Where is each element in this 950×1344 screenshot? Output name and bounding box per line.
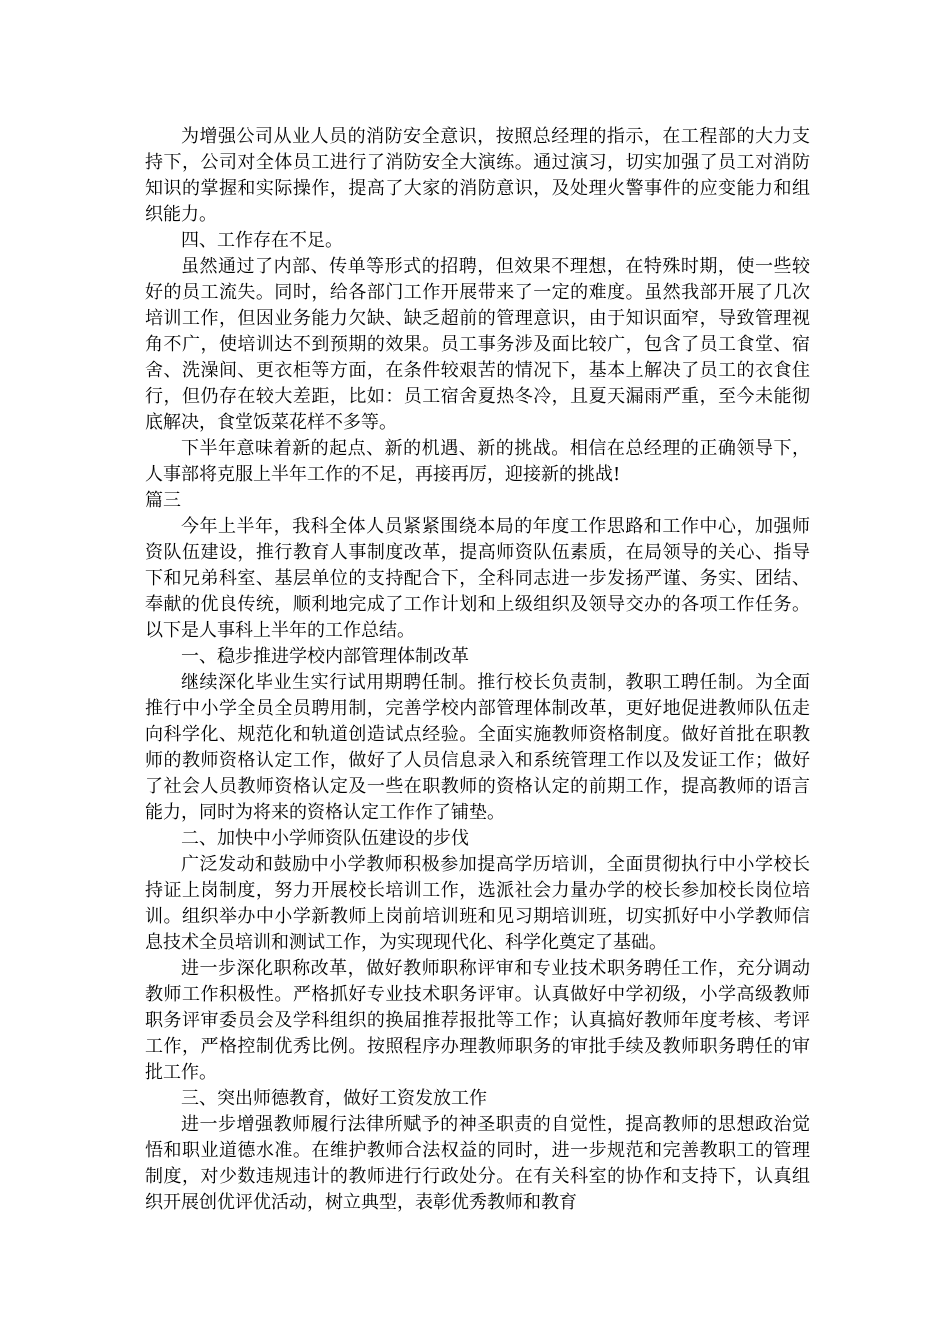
heading-teacher-team-building: 二、加快中小学师资队伍建设的步伐 bbox=[181, 828, 469, 849]
heading-management-reform: 一、稳步推进学校内部管理体制改革 bbox=[181, 646, 469, 667]
section-title-part-three: 篇三 bbox=[145, 490, 181, 511]
paragraph-teacher-training: 广泛发动和鼓励中小学教师积极参加提高学历培训，全面贯彻执行中小学校长持证上岗制度，努力开展校长培训工作，选派社会力量办学的校长参加校长岗位培训。组织举办中小学新教师上岗前培训班和见习期培训班，切实抓好中小学教师信息技术全员培训和测试工作，为实现现代化、科学化奠定了基础。 bbox=[145, 854, 810, 953]
paragraph-intro-summary: 今年上半年，我科全体人员紧紧围绕本局的年度工作思路和工作中心，加强师资队伍建设，推行教育人事制度改革，提高师资队伍素质，在局领导的关心、指导下和兄弟科室、基层单位的支持配合下，全科同志进一步发扬严谨、务实、团结、奉献的优良传统，顺利地完成了工作计划和上级组织及领导交办的各项工作任务。以下是人事科上半年的工作总结。 bbox=[145, 516, 810, 641]
paragraph-title-reform: 进一步深化职称改革，做好教师职称评审和专业技术职务聘任工作，充分调动教师工作积极性。严格抓好专业技术职务评审。认真做好中学初级，小学高级教师职务评审委员会及学科组织的换届推荐报批等工作；认真搞好教师年度考核、考评工作，严格控制优秀比例。按照程序办理教师职务的审批手续及教师职务聘任的审批工作。 bbox=[145, 958, 810, 1083]
heading-shortcomings: 四、工作存在不足。 bbox=[181, 230, 343, 251]
paragraph-recruitment-issues: 虽然通过了内部、传单等形式的招聘，但效果不理想，在特殊时期，使一些较好的员工流失。同时，给各部门工作开展带来了一定的难度。虽然我部开展了几次培训工作，但因业务能力欠缺、缺乏超前的管理意识，由于知识面窄，导致管理视角不广，使培训达不到预期的效果。员工事务涉及面比较广，包含了员工食堂、宿舍、洗澡间、更衣柜等方面，在条件较艰苦的情况下，基本上解决了员工的衣食住行，但仍存在较大差距，比如：员工宿舍夏热冬冷，且夏天漏雨严重，至今未能彻底解决，食堂饭菜花样不多等。 bbox=[145, 256, 810, 433]
heading-ethics-and-wages: 三、突出师德教育，做好工资发放工作 bbox=[181, 1088, 487, 1109]
document-body bbox=[145, 124, 810, 1216]
paragraph-fire-drill: 为增强公司从业人员的消防安全意识，按照总经理的指示，在工程部的大力支持下，公司对全体员工进行了消防安全大演练。通过演习，切实加强了员工对消防知识的掌握和实际操作，提高了大家的消防意识，及处理火警事件的应变能力和组织能力。 bbox=[145, 126, 810, 225]
paragraph-second-half-outlook: 下半年意味着新的起点、新的机遇、新的挑战。相信在总经理的正确领导下，人事部将克服上半年工作的不足，再接再厉，迎接新的挑战! bbox=[145, 438, 810, 485]
paragraph-management-reform: 继续深化毕业生实行试用期聘任制。推行校长负责制，教职工聘任制。为全面推行中小学全员全员聘用制，完善学校内部管理体制改革，更好地促进教师队伍走向科学化、规范化和轨道创造试点经验。全面实施教师资格制度。做好首批在职教师的教师资格认定工作，做好了人员信息录入和系统管理工作以及发证工作；做好了社会人员教师资格认定及一些在职教师的资格认定的前期工作，提高教师的语言能力，同时为将来的资格认定工作作了铺垫。 bbox=[145, 672, 810, 823]
paragraph-ethics-education: 进一步增强教师履行法律所赋予的神圣职责的自觉性，提高教师的思想政治觉悟和职业道德水准。在维护教师合法权益的同时，进一步规范和完善教职工的管理制度，对少数违规违计的教师进行行政处分。在有关科室的协作和支持下，认真组织开展创优评优活动，树立典型，表彰优秀教师和教育 bbox=[145, 1114, 810, 1213]
